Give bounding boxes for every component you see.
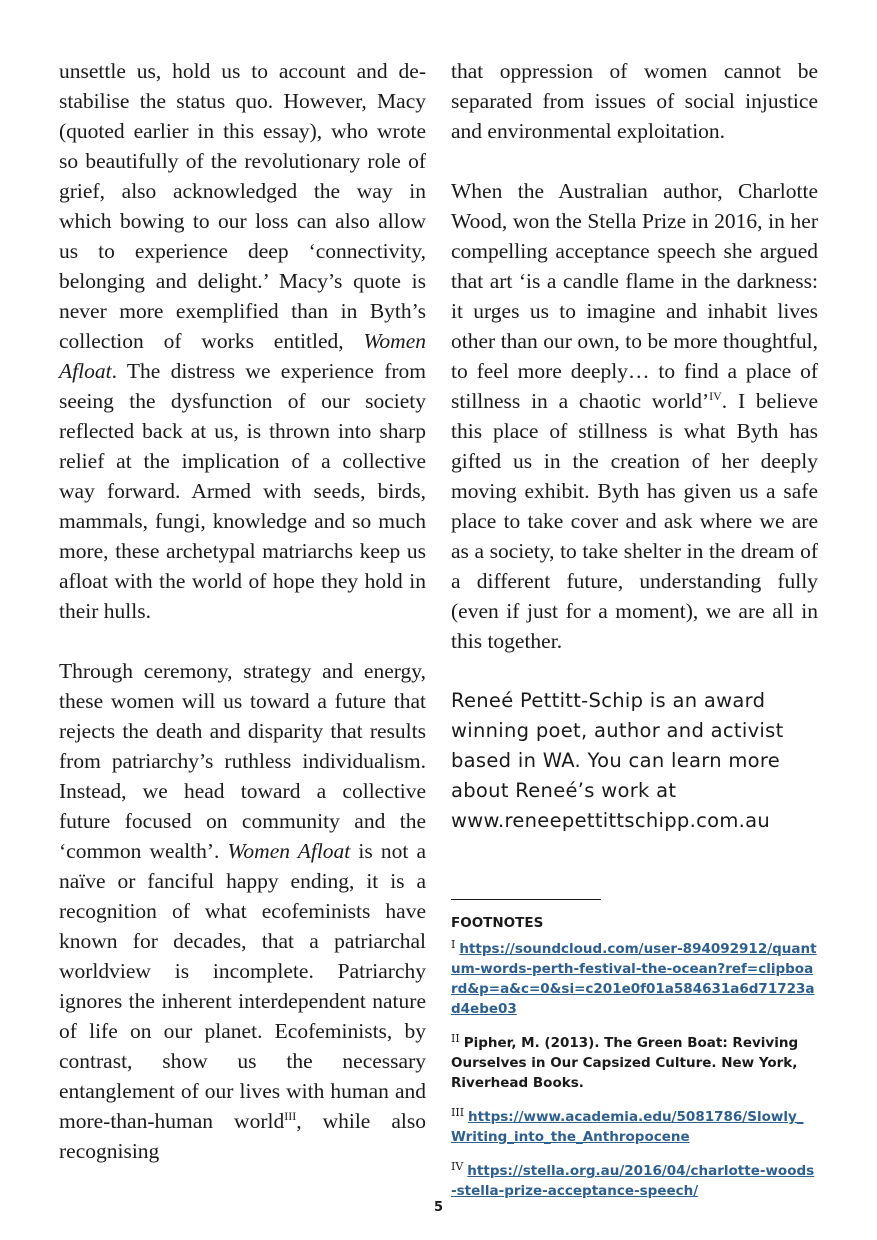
footnote-link[interactable]: https://stella.org.au/2016/04/charlotte-woods-stella-prize-acceptance-speech/ — [451, 1163, 815, 1199]
footnote-link[interactable]: https://soundcloud.com/user-894092912/quantum-words-perth-festival-the-ocean?ref=clipboard&p=a&c=0&si=c201e0f01a584631a6d71723ad4ebe03 — [451, 941, 817, 1017]
body-paragraph: unsettle us, hold us to account and de-stabilise the status quo. However, Macy (quoted earlier in this essay), who wrote so beautifully of the revolutionary role of grief, also acknowledged the way in which bowing to our loss can also allow us to experience deep ‘connectivity, belonging and delight.’ Macy’s quote is never more exemplified than in Byth’s collection of works entitled, Women Afloat. The distress we experience from seeing the dysfunction of our society reflected back at us, is thrown into sharp relief at the implication of a collective way forward. Armed with seeds, birds, mammals, fungi, knowledge and so much more, these archetypal matriarchs keep us afloat with the world of hope they hold in their hulls. — [59, 59, 426, 623]
footnote-item — [451, 1161, 818, 1201]
footnote-number: II — [451, 1031, 460, 1045]
footnotes-heading: FOOTNOTES — [451, 915, 544, 931]
author-website: www.reneepettittschipp.com.au — [451, 809, 771, 832]
author-bio: Reneé Pettitt-Schip is an award winning poet, author and activist based in WA. You can learn more about Reneé’s work at www.reneepettittschipp.com.au — [451, 689, 784, 832]
right-column — [451, 56, 818, 1215]
left-column — [59, 56, 426, 1196]
footnote-citation: Pipher, M. (2013). The Green Boat: Reviving Ourselves in Our Capsized Culture. New York, Riverhead Books. — [451, 1035, 799, 1091]
footnote-ref: IV — [709, 388, 722, 403]
page-number: 5 — [433, 1200, 444, 1215]
footnote-link[interactable]: https://www.academia.edu/5081786/Slowly_Writing_into_the_Anthropocene — [451, 1109, 804, 1145]
footnote-item — [451, 1033, 818, 1093]
footnote-number: IV — [451, 1159, 464, 1173]
footnote-ref: III — [284, 1108, 297, 1123]
body-paragraph: When the Australian author, Charlotte Wood, won the Stella Prize in 2016, in her compelling acceptance speech she argued that art ‘is a candle flame in the darkness: it urges us to imagine and inhabit lives other than our own, to be more thoughtful, to feel more deeply… to find a place of stillness in a chaotic world’$^{IV}$. I believe this place of stillness is what Byth has gifted us in the creation of her deeply moving exhibit. Byth has given us a safe place to take cover and ask where we are as a society, to take shelter in the dream of a different future, understanding fully (even if just for a moment), we are all in this together. — [451, 179, 818, 653]
title-italic: Women Afloat — [227, 839, 351, 863]
body-paragraph: that oppression of women cannot be separated from issues of social injustice and environmental exploitation. — [451, 59, 818, 143]
body-paragraph: Through ceremony, strategy and energy, these women will us toward a future that rejects the death and disparity that results from patriarchy’s ruthless individualism. Instead, we head toward a collective future focused on community and the ‘common wealth’. Women Afloat is not a naïve or fanciful happy ending, it is a recognition of what ecofeminists have known for decades, that a patriarchal worldview is incomplete. Patriarchy ignores the inherent interdependent nature of life on our planet. Ecofeminists, by contrast, show us the necessary entanglement of our lives with human and more-than-human world$^{III}$, while also recognising — [59, 659, 426, 1163]
title-italic: Women Afloat — [59, 329, 426, 383]
footnote-divider — [451, 899, 601, 900]
footnote-item — [451, 1107, 818, 1147]
footnote-item — [451, 939, 818, 1019]
footnote-number: III — [451, 1105, 465, 1119]
footnote-number: I — [451, 937, 456, 951]
